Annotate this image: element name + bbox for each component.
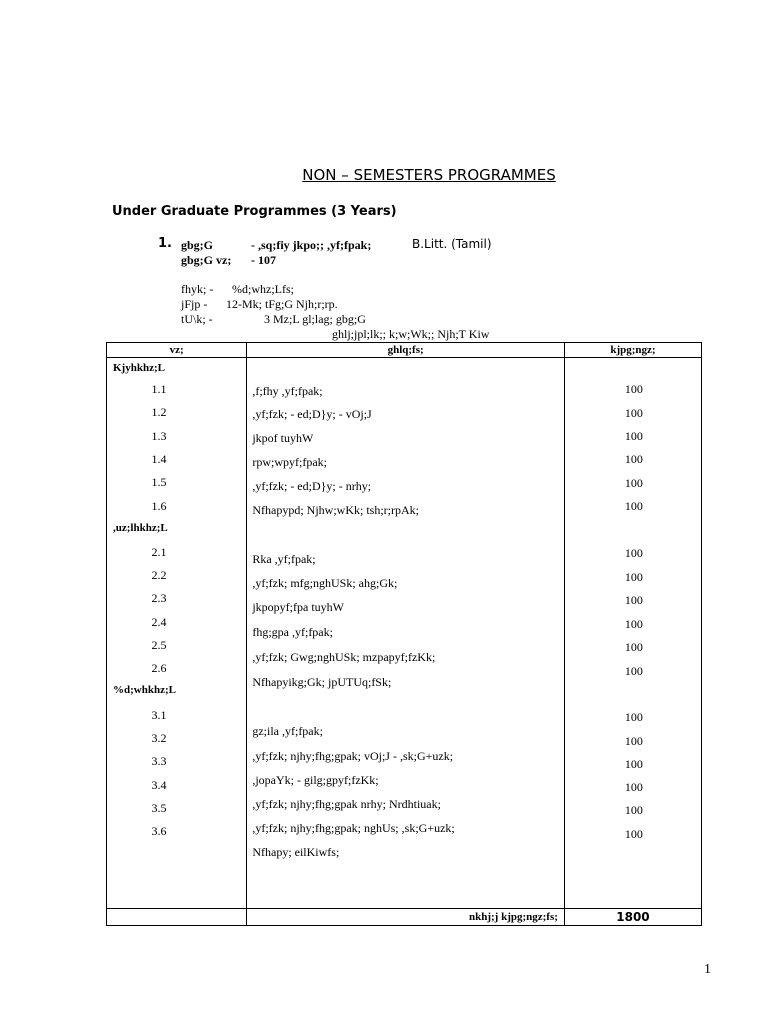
subject-name: Nfhapyikg;Gk; jpUTUq;fSk; bbox=[252, 675, 392, 689]
subject-marks: 100 bbox=[624, 734, 643, 748]
subject-marks: 100 bbox=[624, 827, 643, 841]
subject-name: Rka ,yf;fpak; bbox=[252, 552, 316, 566]
total-empty-cell bbox=[107, 909, 247, 926]
eligibility-label: jFjp - bbox=[181, 297, 208, 311]
subject-name: jkpopyf;fpa tuyhW bbox=[252, 600, 344, 614]
subject-marks: 100 bbox=[624, 476, 643, 490]
section-subtitle: Under Graduate Programmes (3 Years) bbox=[112, 204, 397, 219]
subject-name: fhg;gpa ,yf;fpak; bbox=[252, 625, 333, 639]
subject-name: ,yf;fzk; njhy;fhg;gpak nrhy; Nrdhtiuak; bbox=[252, 797, 441, 811]
subject-marks: 100 bbox=[624, 429, 643, 443]
scheme-heading: ghlj;jpl;lk;; k;w;Wk;; Njh;T Kiw bbox=[332, 327, 490, 341]
header-subjects: ghlq;fs; bbox=[247, 343, 565, 358]
subject-marks: 100 bbox=[624, 570, 643, 584]
total-label: nkhj;j kjpg;ngz;fs; bbox=[247, 909, 565, 926]
total-value: 1800 bbox=[564, 909, 701, 926]
subject-code: 2.3 bbox=[151, 591, 167, 605]
page-title: NON – SEMESTERS PROGRAMMES bbox=[302, 166, 556, 184]
year-label: ,uz;lhkhz;L bbox=[113, 522, 168, 534]
programme-label: gbg;G bbox=[181, 238, 214, 252]
subject-name: ,f;fhy ,yf;fpak; bbox=[252, 384, 323, 398]
subject-marks: 100 bbox=[624, 546, 643, 560]
marks-column bbox=[564, 358, 701, 909]
duration-value: %d;whz;Lfs; bbox=[232, 282, 294, 296]
total-row bbox=[107, 909, 702, 926]
year-label: Kjyhkhz;L bbox=[113, 362, 165, 374]
subject-marks: 100 bbox=[624, 617, 643, 631]
subject-marks: 100 bbox=[624, 664, 643, 678]
subject-code: 3.2 bbox=[151, 731, 167, 745]
subject-code: 1.2 bbox=[151, 405, 167, 419]
programme-code-label: gbg;G vz; bbox=[181, 253, 232, 267]
subject-name: Nfhapypd; Njhw;wKk; tsh;r;rpAk; bbox=[252, 503, 419, 517]
subject-name: jkpof tuyhW bbox=[252, 431, 314, 445]
programme-english-name: B.Litt. (Tamil) bbox=[412, 237, 492, 251]
subject-code: 2.1 bbox=[151, 545, 167, 559]
subject-name: rpw;wpyf;fpak; bbox=[252, 455, 327, 469]
subject-name: ,yf;fzk; mfg;nghUSk; ahg;Gk; bbox=[252, 576, 398, 590]
subject-name: gz;ila ,yf;fpak; bbox=[252, 724, 323, 738]
subject-code: 1.1 bbox=[151, 382, 167, 396]
subject-code: 3.1 bbox=[151, 708, 167, 722]
subject-code: 2.6 bbox=[151, 661, 167, 675]
page-number: 1 bbox=[704, 962, 711, 977]
subject-marks: 100 bbox=[624, 757, 643, 771]
table-header-row bbox=[107, 343, 702, 358]
subject-code: 3.5 bbox=[151, 801, 167, 815]
subject-name: ,yf;fzk; njhy;fhg;gpak; vOj;J - ,sk;G+uzk; bbox=[252, 749, 454, 763]
subject-code: 3.3 bbox=[151, 754, 167, 768]
subjects-column bbox=[247, 358, 565, 909]
subject-marks: 100 bbox=[624, 499, 643, 513]
header-number: vz; bbox=[107, 343, 247, 358]
subject-name: Nfhapy; eilKiwfs; bbox=[252, 845, 340, 859]
subject-marks: 100 bbox=[624, 780, 643, 794]
table-body-row bbox=[107, 358, 702, 909]
subject-name: ,jopaYk; - gilg;gpyf;fzKk; bbox=[252, 773, 379, 787]
subject-code: 1.5 bbox=[151, 475, 167, 489]
subject-name: ,yf;fzk; - ed;D}y; - vOj;J bbox=[252, 407, 372, 421]
subject-code: 1.4 bbox=[151, 452, 167, 466]
scheme-table bbox=[106, 342, 702, 926]
programme-code-value: - 107 bbox=[251, 253, 276, 267]
codes-column bbox=[107, 358, 247, 909]
subject-marks: 100 bbox=[624, 452, 643, 466]
subject-name: ,yf;fzk; Gwg;nghUSk; mzpapyf;fzKk; bbox=[252, 650, 436, 664]
subject-code: 3.6 bbox=[151, 824, 167, 838]
subject-marks: 100 bbox=[624, 640, 643, 654]
subject-marks: 100 bbox=[624, 406, 643, 420]
subject-marks: 100 bbox=[624, 593, 643, 607]
subject-name: ,yf;fzk; njhy;fhg;gpak; nghUs; ,sk;G+uzk; bbox=[252, 821, 455, 835]
subject-name: ,yf;fzk; - ed;D}y; - nrhy; bbox=[252, 479, 372, 493]
subject-marks: 100 bbox=[624, 382, 643, 396]
subject-code: 2.2 bbox=[151, 568, 167, 582]
subject-marks: 100 bbox=[624, 803, 643, 817]
eligibility-value: 12-Mk; tFg;G Njh;r;rp. bbox=[226, 297, 338, 311]
subject-code: 3.4 bbox=[151, 778, 167, 792]
subject-code: 1.3 bbox=[151, 429, 167, 443]
programme-tamil-name: - ,sq;fiy jkpo;; ,yf;fpak; bbox=[251, 238, 372, 252]
year-label: %d;whkhz;L bbox=[113, 684, 176, 696]
duration-label: fhyk; - bbox=[181, 282, 214, 296]
subject-code: 2.5 bbox=[151, 638, 167, 652]
header-marks: kjpg;ngz; bbox=[564, 343, 701, 358]
type-label: tU\k; - bbox=[181, 312, 213, 326]
type-value: 3 Mz;L gl;lag; gbg;G bbox=[264, 312, 366, 326]
programme-number: 1. bbox=[158, 236, 172, 251]
subject-code: 2.4 bbox=[151, 615, 167, 629]
subject-code: 1.6 bbox=[151, 499, 167, 513]
subject-marks: 100 bbox=[624, 710, 643, 724]
